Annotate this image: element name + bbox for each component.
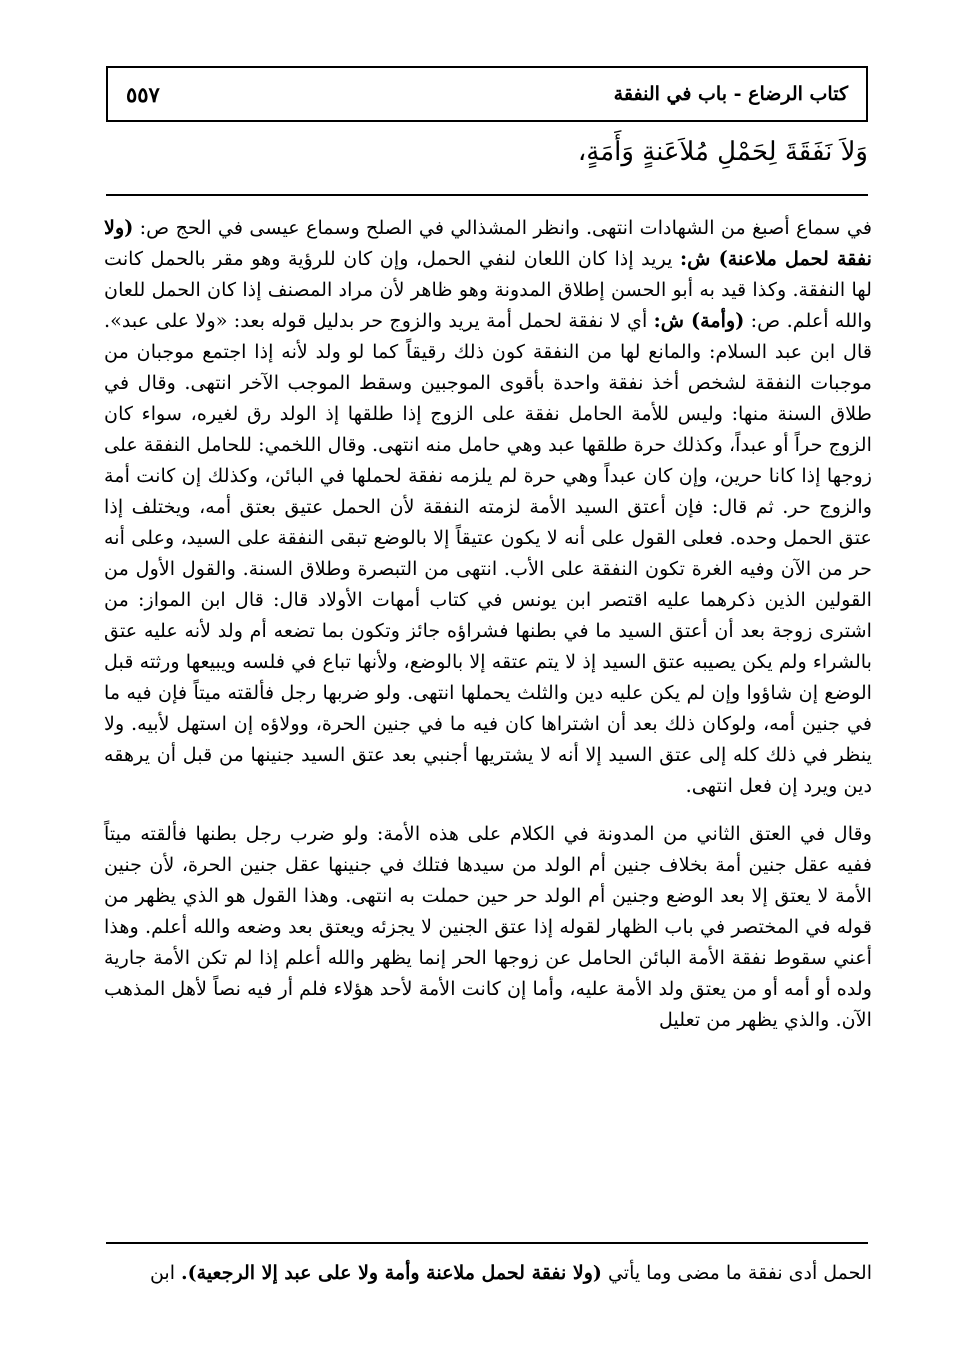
quoted-matn: (وأمة) ش: [653, 309, 745, 332]
footer-quoted-matn: (ولا نفقة لحمل ملاعنة وأمة ولا على عبد إلا الرجعية). [181, 1262, 602, 1284]
commentary-text: أي لا نفقة لحمل أمة يريد والزوج حر بدليل قوله بعد: «ولا على عبد». قال ابن عبد السلام: والمانع لها من النفقة كون ذلك رقيقاً كما لو ولد لأنه إذا اجتمع موجبان من موجبات النفقة لشخص أخذ نفقة واحدة بأقوى الموجبين وسقط الموجب الآخر انتهى. وقال في طلاق السنة منها: وليس للأمة الحامل نفقة على الزوج إذا طلقها إذ الولد رق لغيره، سواء كان الزوج حراً أو عبداً، وكذلك حرة طلقها عبد وهي حامل منه انتهى. وقال اللخمي: للحامل النفقة على زوجها إذا كانا حرين، وإن كان عبداً وهي حرة لم يلزمه نفقة لحملها في البائن، وكذلك إن كانت أمة والزوج حر. ثم قال: فإن أعتق السيد الأمة لزمته النفقة لأن الحمل عتيق بعتق أمه، ويختلف إذا عتق الحمل وحده. فعلى القول على أنه لا يكون عتيقاً إلا بالوضع تبقى النفقة على السيد، وعلى أنه حر من الآن وفيه الغرة تكون النفقة على الأب. انتهى من التبصرة وطلاق السنة. والقول الأول من القولين الذين ذكرهما عليه اقتصر ابن يونس في كتاب أمهات الأولاد قال: قال ابن المواز: من اشترى زوجة بعد أن أعتق السيد ما في بطنها فشراؤه جائز وتكون بما تضعه أم ولد لأنه عليه عتق بالشراء ولم يكن يصيبه عتق السيد إذ لا يتم عتقه إلا بالوضع، ولأنها تباع في فلسه ويبيعها ورثته قبل الوضع إن شاؤوا وإن لم يكن عليه دين والثلث يحملها انتهى. ولو ضربها رجل فألقته ميتاً فإن فيه ما في جنين أمه، ولوكان ذلك بعد أن اشتراها كان فيه ما في جنين الحرة، وولاؤه إن استهل لأبيه. ولا ينظر في ذلك كله إلى عتق السيد إلا أنه لا يشتريها أجنبي بعد عتق السيد جنينها من قبل أن يرهقه دين ويرد إن فعل انتهى. [104, 309, 872, 797]
matn-text: وَلاَ نَفَقَةَ لِحَمْلِ مُلاَعَنةٍ وَأَمَةٍ، [577, 137, 868, 167]
commentary-paragraph-1 [104, 212, 872, 801]
commentary-text: يريد إذا كان اللعان لنفي الحمل، وإن كان للرؤية وهو مقر بالحمل كانت لها النفقة. وكذا قيد به أبو الحسن إطلاق المدونة وهو ظاهر لأن مراد المصنف إذا كان الحمل للعان والله أعلم. ص: [104, 247, 872, 332]
footer-line [104, 1258, 872, 1289]
divider-top [106, 194, 868, 196]
commentary-text: في سماع أصبغ من الشهادات انتهى. وانظر المشذالي في الصلح وسماع عيسى في الحج ص: [133, 216, 872, 239]
chapter-title: كتاب الرضاع - باب في النفقة [613, 83, 848, 105]
footer-text-end: ابن [149, 1262, 182, 1284]
footer-text: الحمل أدى نفقة ما مضى وما يأتي [601, 1262, 872, 1284]
page-number: ٥٥٧ [126, 81, 160, 107]
commentary-paragraph-2: وقال في العتق الثاني من المدونة في الكلام على هذه الأمة: ولو ضرب رجل بطنها فألقته ميتاً ففيه عقل جنين أمة بخلاف جنين أم الولد من سيدها فتلك في جنينها عقل جنين الحرة، لأن جنين الأمة لا يعتق إلا بعد الوضع وجنين أم الولد حر حين حملت به انتهى. وهذا القول هو الذي يظهر من قوله في المختصر في باب الظهار لقوله إذا عتق الجنين لا يجزئه ويعتق بعد وضعه والله أعلم. وهذا أعني سقوط نفقة الأمة البائن الحامل عن زوجها الحر إنما يظهر والله أعلم إذا لم تكن الأمة جارية ولده أو أمه أو من يعتق ولد الأمة عليه، وأما إن كانت الأمة لأحد هؤلاء فلم أر فيه نصاً لأهل المذهب الآن. والذي يظهر من تعليل [104, 822, 873, 1031]
quoted-matn: (ولا نفقة لحمل ملاعنة) ش: [104, 216, 872, 270]
commentary [104, 212, 872, 1035]
divider-bottom [106, 1242, 868, 1244]
running-header [106, 66, 868, 122]
